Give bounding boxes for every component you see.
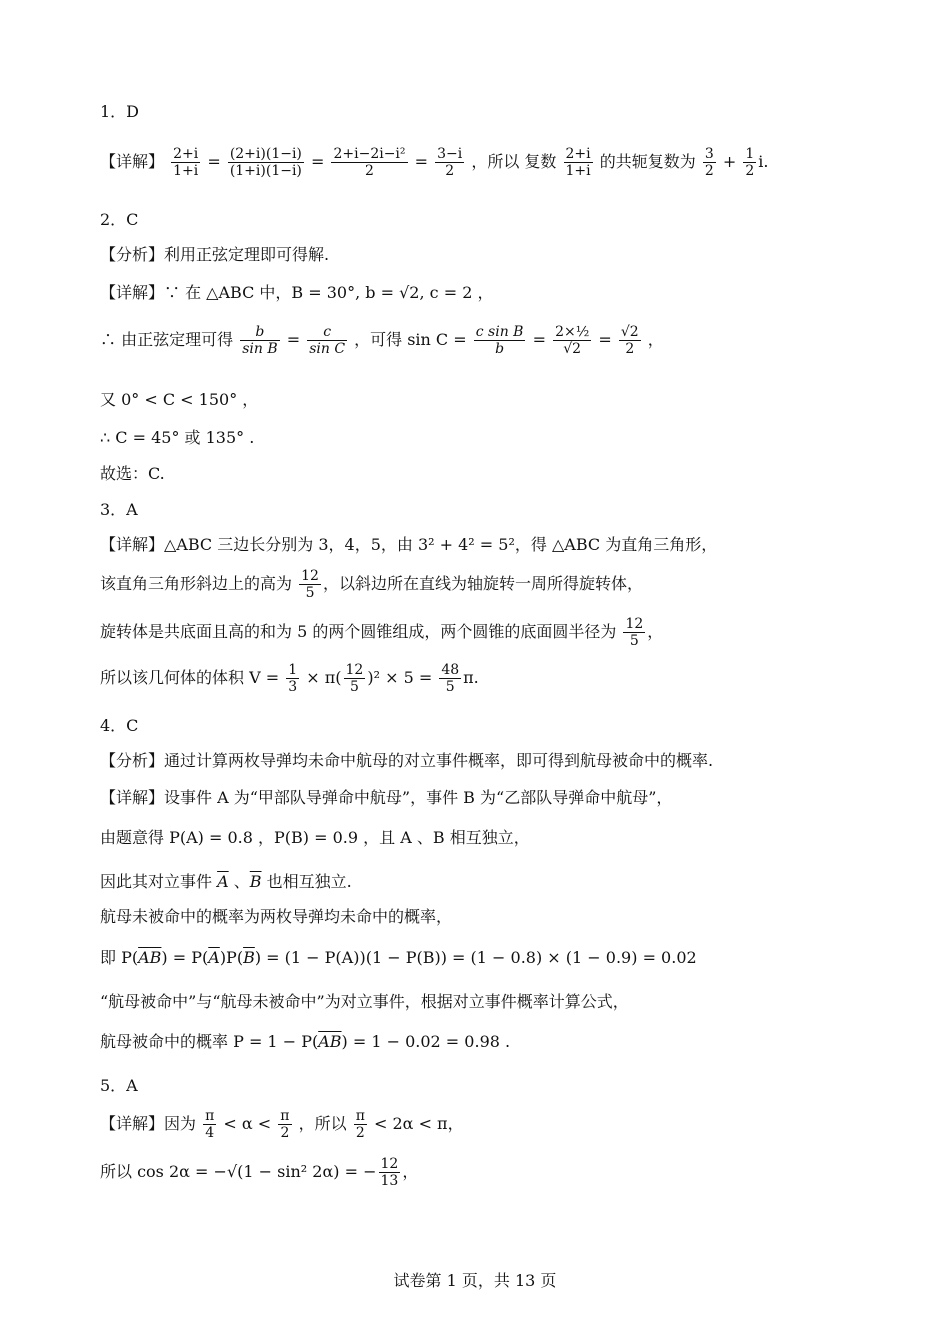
q5-cos-line: 所以 cos 2α = −√(1 − sin² 2α) = − $\frac{12}{13}$ ，	[100, 1156, 419, 1190]
q2-choice: 故选：C.	[100, 464, 165, 483]
q2-conclusion: ∴ C = 45° 或 135° .	[100, 428, 255, 447]
page-footer: 试卷第 1 页，共 13 页	[393, 1271, 557, 1290]
q2-detail: 【详解】∵ 在 △ABC 中，B = 30°, b = √2, c = 2 ，	[100, 283, 494, 302]
fraction: $\frac{b}{\text{sin B}}$	[242, 324, 278, 358]
q4-result-line: 航母被命中的概率 $P = 1 - P(\overline{AB}) = 1 - 0.02 = 0.98$ .	[100, 1032, 511, 1051]
q2-range-line: 又 0° < C < 150° ，	[100, 390, 259, 409]
fraction: $\frac{12}{5}$	[345, 662, 364, 696]
item-number: 3．A	[100, 500, 138, 519]
fraction: $\frac{12}{5}$	[301, 568, 319, 602]
fraction: $\frac{\text{2×½}}{√2}$	[555, 324, 590, 358]
fraction: $\frac{\pi}{2}$	[355, 1108, 365, 1142]
q2-sine-law-line: ∴ 由正弦定理可得 $\frac{b}{\text{sin B}}$ = $\frac{c}{\text{sin C}}$ ，可得 sin C = $\frac{\text{c sin B}}{b}$ = $\frac{\text{2×½}}{√2}$ = $\frac{√2}{2}$ ，	[100, 324, 664, 358]
q1-detail-line: 【详解】 $\frac{2+i}{1+i}$ = $\frac{(2+i)(1-i)}{(1+i)(1-i)}$ = $\frac{\text{2+i−2i−i²}}{2}$ = $\frac{3-i}{2}$ ，所以 复数 $\frac{2+i}{1+i}$ 的共轭复数为 $\frac{3}{2}$ + $\frac{1}{2}$ i.	[100, 146, 769, 180]
fraction: $\frac{√2}{2}$	[620, 324, 639, 358]
q2-analysis: 【分析】利用正弦定理即可得解.	[100, 245, 330, 264]
item-number: 4．C	[100, 716, 139, 735]
fraction: $\frac{3}{2}$	[704, 146, 714, 180]
fraction: $\frac{48}{5}$	[441, 662, 460, 696]
fraction: $\frac{12}{13}$	[380, 1156, 399, 1190]
q4-calc-line: 即 $P(\overline{AB}) = P(\overline{A})P(\overline{B}) = (1 - P(A))(1 - P(B)) = (1 - 0.8) \times (1 - 0.9) = 0.02$	[100, 948, 697, 967]
q4-detail: 【详解】设事件 A 为“甲部队导弹命中航母”，事件 B 为“乙部队导弹命中航母”，	[100, 788, 673, 807]
fraction: $\frac{3-i}{2}$	[437, 146, 463, 180]
fraction: $\frac{2+i}{1+i}$	[173, 146, 199, 180]
q3-detail: 【详解】△ABC 三边长分别为 3，4，5，由 3² + 4² = 5²，得 △ABC 为直角三角形，	[100, 535, 718, 554]
fraction: $\frac{(2+i)(1-i)}{(1+i)(1-i)}$	[229, 146, 302, 180]
item-number: 2．C	[100, 210, 139, 229]
item-number: 1．D	[100, 102, 140, 121]
q4-probabilities: 由题意得 P(A) = 0.8 ，P(B) = 0.9 ，且 A 、B 相互独立，	[100, 828, 530, 847]
detail-tag: 【详解】	[100, 152, 165, 172]
q5-detail-line: 【详解】因为 $\frac{\pi}{4}$ < α < $\frac{\pi}{2}$ ，所以 $\frac{\pi}{2}$ < 2α < π，	[100, 1108, 464, 1142]
fraction: $\frac{12}{5}$	[625, 616, 644, 650]
q4-complement-line: 因此其对立事件 $\overline{A}$ 、$\overline{B}$ 也相互独立.	[100, 872, 352, 891]
q3-radius-line: 旋转体是共底面且高的和为 5 的两个圆锥组成，两个圆锥的底面圆半径为 $\frac{12}{5}$ ，	[100, 616, 664, 650]
fraction: $\frac{\pi}{2}$	[280, 1108, 290, 1142]
fraction: $\frac{\text{c sin B}}{b}$	[475, 324, 524, 358]
fraction: $\frac{c}{\text{sin C}}$	[309, 324, 346, 358]
fraction: $\frac{2+i}{1+i}$	[565, 146, 591, 180]
fraction: $\frac{1}{3}$	[288, 662, 298, 696]
fraction: $\frac{\pi}{4}$	[205, 1108, 215, 1142]
q3-volume-line: 所以该几何体的体积 V = $\frac{1}{3}$ × π( $\frac{12}{5}$ )² × 5 = $\frac{48}{5}$ π.	[100, 662, 479, 696]
q4-analysis: 【分析】通过计算两枚导弹均未命中航母的对立事件概率，即可得到航母被命中的概率.	[100, 751, 714, 770]
fraction: $\frac{\text{2+i−2i−i²}}{2}$	[333, 146, 406, 180]
item-number: 5．A	[100, 1076, 138, 1095]
q4-opposite-events: “航母被命中”与“航母未被命中”为对立事件，根据对立事件概率计算公式，	[100, 992, 629, 1011]
fraction: $\frac{1}{2}$	[745, 146, 755, 180]
q3-height-line: 该直角三角形斜边上的高为 $\frac{12}{5}$ ，以斜边所在直线为轴旋转一周所得旋转体，	[100, 568, 643, 602]
q4-miss-line: 航母未被命中的概率为两枚导弹均未命中的概率，	[100, 907, 453, 926]
